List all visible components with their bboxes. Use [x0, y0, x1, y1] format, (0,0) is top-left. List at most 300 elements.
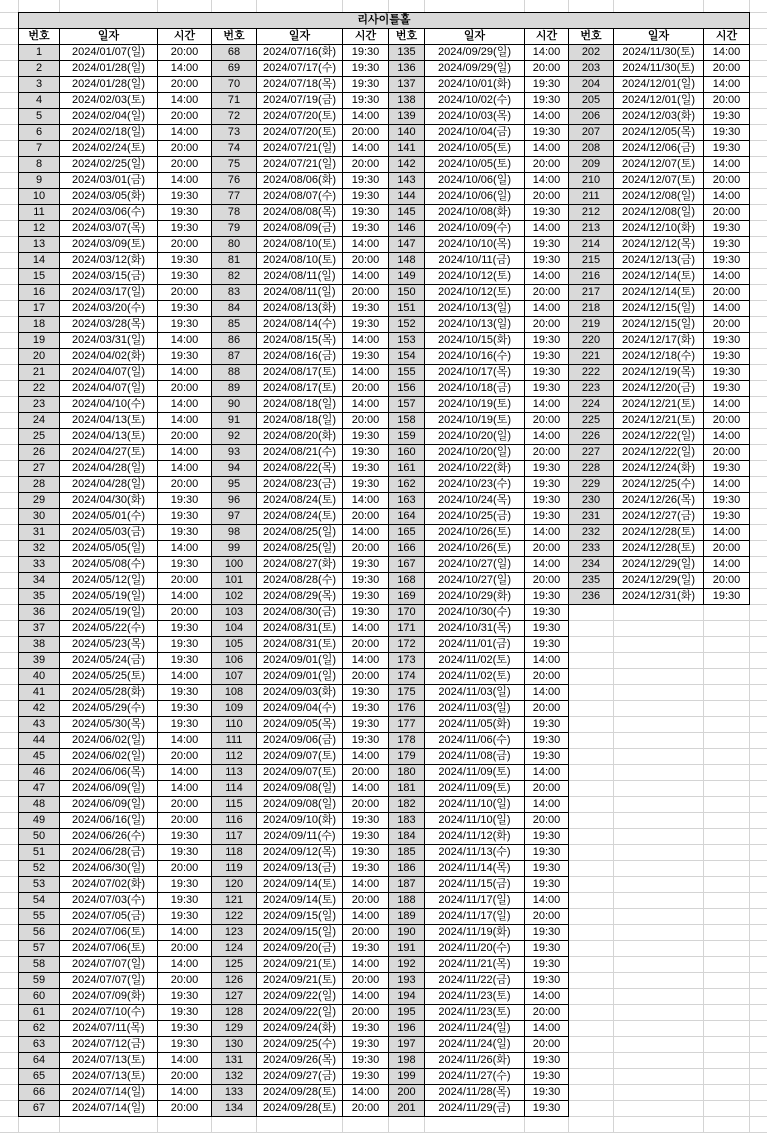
number-cell[interactable]: 230 [569, 493, 614, 509]
time-cell[interactable]: 14:00 [158, 669, 212, 685]
number-cell[interactable]: 43 [19, 717, 60, 733]
number-cell[interactable]: 202 [569, 45, 614, 61]
date-cell[interactable]: 2024/12/12(목) [614, 237, 704, 253]
time-cell[interactable]: 19:30 [158, 317, 212, 333]
empty-cell[interactable] [569, 1085, 614, 1101]
date-cell[interactable]: 2024/10/26(토) [425, 525, 525, 541]
date-cell[interactable]: 2024/05/24(금) [60, 653, 158, 669]
number-cell[interactable]: 130 [212, 1037, 257, 1053]
number-cell[interactable]: 101 [212, 573, 257, 589]
date-cell[interactable]: 2024/09/15(일) [257, 925, 343, 941]
time-cell[interactable]: 19:30 [704, 349, 750, 365]
empty-cell[interactable] [704, 1069, 750, 1085]
number-cell[interactable]: 192 [389, 957, 425, 973]
time-cell[interactable]: 19:30 [158, 269, 212, 285]
empty-cell[interactable] [569, 621, 614, 637]
time-cell[interactable]: 14:00 [343, 269, 389, 285]
date-cell[interactable]: 2024/09/04(수) [257, 701, 343, 717]
date-cell[interactable]: 2024/06/09(일) [60, 797, 158, 813]
empty-cell[interactable] [614, 941, 704, 957]
time-cell[interactable]: 19:30 [343, 205, 389, 221]
empty-cell[interactable] [614, 893, 704, 909]
number-cell[interactable]: 58 [19, 957, 60, 973]
number-cell[interactable]: 108 [212, 685, 257, 701]
date-cell[interactable]: 2024/11/21(목) [425, 957, 525, 973]
number-cell[interactable]: 132 [212, 1069, 257, 1085]
number-cell[interactable]: 116 [212, 813, 257, 829]
empty-cell[interactable] [704, 1101, 750, 1117]
time-cell[interactable]: 19:30 [158, 253, 212, 269]
date-cell[interactable]: 2024/12/22(일) [614, 445, 704, 461]
date-cell[interactable]: 2024/08/27(화) [257, 557, 343, 573]
number-cell[interactable]: 73 [212, 125, 257, 141]
date-cell[interactable]: 2024/08/11(일) [257, 285, 343, 301]
date-cell[interactable]: 2024/10/27(일) [425, 573, 525, 589]
number-cell[interactable]: 146 [389, 221, 425, 237]
number-cell[interactable]: 25 [19, 429, 60, 445]
date-cell[interactable]: 2024/05/28(화) [60, 685, 158, 701]
date-cell[interactable]: 2024/12/26(목) [614, 493, 704, 509]
time-cell[interactable]: 14:00 [158, 125, 212, 141]
time-cell[interactable]: 19:30 [525, 717, 569, 733]
date-cell[interactable]: 2024/08/18(일) [257, 413, 343, 429]
empty-cell[interactable] [704, 941, 750, 957]
date-cell[interactable]: 2024/11/02(토) [425, 669, 525, 685]
time-cell[interactable]: 20:00 [343, 893, 389, 909]
date-cell[interactable]: 2024/06/02(일) [60, 749, 158, 765]
date-cell[interactable]: 2024/11/14(목) [425, 861, 525, 877]
number-cell[interactable]: 34 [19, 573, 60, 589]
empty-cell[interactable] [569, 1021, 614, 1037]
time-cell[interactable]: 19:30 [525, 861, 569, 877]
date-cell[interactable]: 2024/11/15(금) [425, 877, 525, 893]
number-cell[interactable]: 5 [19, 109, 60, 125]
number-cell[interactable]: 151 [389, 301, 425, 317]
time-cell[interactable]: 14:00 [158, 333, 212, 349]
header-number[interactable]: 번호 [389, 29, 425, 45]
time-cell[interactable]: 19:30 [704, 381, 750, 397]
date-cell[interactable]: 2024/11/28(목) [425, 1085, 525, 1101]
time-cell[interactable]: 20:00 [704, 541, 750, 557]
time-cell[interactable]: 19:30 [343, 477, 389, 493]
time-cell[interactable]: 14:00 [525, 109, 569, 125]
date-cell[interactable]: 2024/08/28(수) [257, 573, 343, 589]
date-cell[interactable]: 2024/03/17(일) [60, 285, 158, 301]
number-cell[interactable]: 141 [389, 141, 425, 157]
number-cell[interactable]: 57 [19, 941, 60, 957]
empty-cell[interactable] [704, 861, 750, 877]
date-cell[interactable]: 2024/10/25(금) [425, 509, 525, 525]
time-cell[interactable]: 14:00 [704, 77, 750, 93]
time-cell[interactable]: 19:30 [525, 973, 569, 989]
number-cell[interactable]: 133 [212, 1085, 257, 1101]
number-cell[interactable]: 164 [389, 509, 425, 525]
time-cell[interactable]: 19:30 [525, 237, 569, 253]
number-cell[interactable]: 126 [212, 973, 257, 989]
number-cell[interactable]: 82 [212, 269, 257, 285]
date-cell[interactable]: 2024/09/12(목) [257, 845, 343, 861]
date-cell[interactable]: 2024/07/03(수) [60, 893, 158, 909]
empty-cell[interactable] [614, 925, 704, 941]
time-cell[interactable]: 14:00 [158, 413, 212, 429]
header-time[interactable]: 시간 [158, 29, 212, 45]
time-cell[interactable]: 14:00 [343, 989, 389, 1005]
empty-cell[interactable] [614, 1005, 704, 1021]
number-cell[interactable]: 46 [19, 765, 60, 781]
number-cell[interactable]: 135 [389, 45, 425, 61]
number-cell[interactable]: 20 [19, 349, 60, 365]
time-cell[interactable]: 20:00 [525, 189, 569, 205]
date-cell[interactable]: 2024/10/26(토) [425, 541, 525, 557]
number-cell[interactable]: 74 [212, 141, 257, 157]
time-cell[interactable]: 14:00 [343, 109, 389, 125]
number-cell[interactable]: 29 [19, 493, 60, 509]
number-cell[interactable]: 102 [212, 589, 257, 605]
number-cell[interactable]: 150 [389, 285, 425, 301]
date-cell[interactable]: 2024/06/30(일) [60, 861, 158, 877]
empty-cell[interactable] [704, 781, 750, 797]
date-cell[interactable]: 2024/11/12(화) [425, 829, 525, 845]
empty-cell[interactable] [704, 765, 750, 781]
date-cell[interactable]: 2024/08/24(토) [257, 509, 343, 525]
date-cell[interactable]: 2024/12/01(일) [614, 77, 704, 93]
number-cell[interactable]: 95 [212, 477, 257, 493]
time-cell[interactable]: 14:00 [343, 653, 389, 669]
number-cell[interactable]: 60 [19, 989, 60, 1005]
number-cell[interactable]: 3 [19, 77, 60, 93]
date-cell[interactable]: 2024/09/22(일) [257, 989, 343, 1005]
time-cell[interactable]: 19:30 [158, 557, 212, 573]
number-cell[interactable]: 161 [389, 461, 425, 477]
number-cell[interactable]: 167 [389, 557, 425, 573]
empty-cell[interactable] [569, 1101, 614, 1117]
empty-cell[interactable] [704, 957, 750, 973]
empty-cell[interactable] [569, 989, 614, 1005]
number-cell[interactable]: 131 [212, 1053, 257, 1069]
number-cell[interactable]: 84 [212, 301, 257, 317]
time-cell[interactable]: 19:30 [525, 461, 569, 477]
number-cell[interactable]: 236 [569, 589, 614, 605]
time-cell[interactable]: 20:00 [525, 1037, 569, 1053]
number-cell[interactable]: 115 [212, 797, 257, 813]
number-cell[interactable]: 18 [19, 317, 60, 333]
date-cell[interactable]: 2024/09/01(일) [257, 653, 343, 669]
time-cell[interactable]: 19:30 [525, 253, 569, 269]
time-cell[interactable]: 19:30 [704, 125, 750, 141]
number-cell[interactable]: 190 [389, 925, 425, 941]
date-cell[interactable]: 2024/07/14(일) [60, 1085, 158, 1101]
number-cell[interactable]: 69 [212, 61, 257, 77]
number-cell[interactable]: 97 [212, 509, 257, 525]
number-cell[interactable]: 199 [389, 1069, 425, 1085]
date-cell[interactable]: 2024/02/03(토) [60, 93, 158, 109]
date-cell[interactable]: 2024/11/17(일) [425, 893, 525, 909]
number-cell[interactable]: 117 [212, 829, 257, 845]
date-cell[interactable]: 2024/10/23(수) [425, 477, 525, 493]
time-cell[interactable]: 19:30 [158, 509, 212, 525]
time-cell[interactable]: 19:30 [343, 173, 389, 189]
number-cell[interactable]: 48 [19, 797, 60, 813]
number-cell[interactable]: 210 [569, 173, 614, 189]
number-cell[interactable]: 22 [19, 381, 60, 397]
time-cell[interactable]: 19:30 [343, 861, 389, 877]
time-cell[interactable]: 20:00 [704, 317, 750, 333]
number-cell[interactable]: 172 [389, 637, 425, 653]
date-cell[interactable]: 2024/04/28(일) [60, 477, 158, 493]
time-cell[interactable]: 20:00 [343, 797, 389, 813]
number-cell[interactable]: 127 [212, 989, 257, 1005]
time-cell[interactable]: 20:00 [525, 573, 569, 589]
empty-cell[interactable] [569, 861, 614, 877]
number-cell[interactable]: 90 [212, 397, 257, 413]
number-cell[interactable]: 76 [212, 173, 257, 189]
number-cell[interactable]: 195 [389, 1005, 425, 1021]
number-cell[interactable]: 124 [212, 941, 257, 957]
number-cell[interactable]: 6 [19, 125, 60, 141]
date-cell[interactable]: 2024/12/05(목) [614, 125, 704, 141]
time-cell[interactable]: 14:00 [343, 237, 389, 253]
number-cell[interactable]: 174 [389, 669, 425, 685]
number-cell[interactable]: 67 [19, 1101, 60, 1117]
time-cell[interactable]: 19:30 [525, 941, 569, 957]
number-cell[interactable]: 156 [389, 381, 425, 397]
number-cell[interactable]: 184 [389, 829, 425, 845]
time-cell[interactable]: 20:00 [158, 1101, 212, 1117]
number-cell[interactable]: 233 [569, 541, 614, 557]
time-cell[interactable]: 14:00 [704, 269, 750, 285]
number-cell[interactable]: 62 [19, 1021, 60, 1037]
number-cell[interactable]: 203 [569, 61, 614, 77]
time-cell[interactable]: 14:00 [343, 909, 389, 925]
date-cell[interactable]: 2024/12/21(토) [614, 397, 704, 413]
date-cell[interactable]: 2024/12/24(화) [614, 461, 704, 477]
number-cell[interactable]: 173 [389, 653, 425, 669]
time-cell[interactable]: 14:00 [158, 1085, 212, 1101]
number-cell[interactable]: 225 [569, 413, 614, 429]
time-cell[interactable]: 14:00 [158, 173, 212, 189]
date-cell[interactable]: 2024/07/05(금) [60, 909, 158, 925]
number-cell[interactable]: 189 [389, 909, 425, 925]
time-cell[interactable]: 20:00 [158, 237, 212, 253]
time-cell[interactable]: 20:00 [525, 813, 569, 829]
time-cell[interactable]: 19:30 [343, 605, 389, 621]
number-cell[interactable]: 104 [212, 621, 257, 637]
number-cell[interactable]: 96 [212, 493, 257, 509]
number-cell[interactable]: 56 [19, 925, 60, 941]
time-cell[interactable]: 19:30 [704, 141, 750, 157]
sheet-title[interactable]: 리사이틀홀 [19, 13, 750, 29]
number-cell[interactable]: 159 [389, 429, 425, 445]
time-cell[interactable]: 19:30 [158, 637, 212, 653]
date-cell[interactable]: 2024/07/06(토) [60, 941, 158, 957]
number-cell[interactable]: 196 [389, 1021, 425, 1037]
date-cell[interactable]: 2024/03/20(수) [60, 301, 158, 317]
date-cell[interactable]: 2024/10/13(일) [425, 317, 525, 333]
date-cell[interactable]: 2024/12/08(일) [614, 205, 704, 221]
date-cell[interactable]: 2024/09/01(일) [257, 669, 343, 685]
date-cell[interactable]: 2024/06/16(일) [60, 813, 158, 829]
empty-cell[interactable] [569, 829, 614, 845]
date-cell[interactable]: 2024/12/28(토) [614, 525, 704, 541]
time-cell[interactable]: 14:00 [158, 397, 212, 413]
empty-cell[interactable] [569, 637, 614, 653]
date-cell[interactable]: 2024/01/07(일) [60, 45, 158, 61]
time-cell[interactable]: 14:00 [704, 397, 750, 413]
date-cell[interactable]: 2024/09/14(토) [257, 893, 343, 909]
time-cell[interactable]: 19:30 [343, 1021, 389, 1037]
date-cell[interactable]: 2024/12/21(토) [614, 413, 704, 429]
time-cell[interactable]: 20:00 [525, 909, 569, 925]
empty-cell[interactable] [704, 973, 750, 989]
date-cell[interactable]: 2024/08/11(일) [257, 269, 343, 285]
time-cell[interactable]: 20:00 [343, 1005, 389, 1021]
number-cell[interactable]: 111 [212, 733, 257, 749]
time-cell[interactable]: 19:30 [704, 253, 750, 269]
time-cell[interactable]: 19:30 [525, 381, 569, 397]
number-cell[interactable]: 134 [212, 1101, 257, 1117]
number-cell[interactable]: 99 [212, 541, 257, 557]
number-cell[interactable]: 64 [19, 1053, 60, 1069]
time-cell[interactable]: 20:00 [158, 429, 212, 445]
date-cell[interactable]: 2024/08/29(목) [257, 589, 343, 605]
time-cell[interactable]: 20:00 [704, 445, 750, 461]
empty-cell[interactable] [569, 1053, 614, 1069]
header-time[interactable]: 시간 [525, 29, 569, 45]
empty-cell[interactable] [704, 605, 750, 621]
date-cell[interactable]: 2024/12/14(토) [614, 269, 704, 285]
number-cell[interactable]: 158 [389, 413, 425, 429]
time-cell[interactable]: 19:30 [525, 509, 569, 525]
number-cell[interactable]: 137 [389, 77, 425, 93]
number-cell[interactable]: 71 [212, 93, 257, 109]
number-cell[interactable]: 180 [389, 765, 425, 781]
time-cell[interactable]: 19:30 [525, 845, 569, 861]
empty-cell[interactable] [569, 893, 614, 909]
date-cell[interactable]: 2024/11/29(금) [425, 1101, 525, 1117]
number-cell[interactable]: 41 [19, 685, 60, 701]
number-cell[interactable]: 206 [569, 109, 614, 125]
date-cell[interactable]: 2024/08/07(수) [257, 189, 343, 205]
time-cell[interactable]: 20:00 [704, 61, 750, 77]
time-cell[interactable]: 20:00 [158, 797, 212, 813]
date-cell[interactable]: 2024/09/08(일) [257, 797, 343, 813]
time-cell[interactable]: 19:30 [158, 909, 212, 925]
number-cell[interactable]: 149 [389, 269, 425, 285]
empty-cell[interactable] [614, 717, 704, 733]
number-cell[interactable]: 109 [212, 701, 257, 717]
number-cell[interactable]: 94 [212, 461, 257, 477]
date-cell[interactable]: 2024/10/19(토) [425, 413, 525, 429]
date-cell[interactable]: 2024/12/03(화) [614, 109, 704, 125]
time-cell[interactable]: 20:00 [343, 413, 389, 429]
date-cell[interactable]: 2024/11/26(화) [425, 1053, 525, 1069]
number-cell[interactable]: 227 [569, 445, 614, 461]
number-cell[interactable]: 185 [389, 845, 425, 861]
date-cell[interactable]: 2024/08/10(토) [257, 253, 343, 269]
number-cell[interactable]: 215 [569, 253, 614, 269]
time-cell[interactable]: 20:00 [704, 173, 750, 189]
date-cell[interactable]: 2024/07/09(화) [60, 989, 158, 1005]
number-cell[interactable]: 213 [569, 221, 614, 237]
date-cell[interactable]: 2024/11/23(토) [425, 1005, 525, 1021]
time-cell[interactable]: 20:00 [704, 573, 750, 589]
time-cell[interactable]: 20:00 [343, 125, 389, 141]
number-cell[interactable]: 77 [212, 189, 257, 205]
date-cell[interactable]: 2024/10/15(화) [425, 333, 525, 349]
number-cell[interactable]: 55 [19, 909, 60, 925]
date-cell[interactable]: 2024/07/20(토) [257, 125, 343, 141]
date-cell[interactable]: 2024/10/17(목) [425, 365, 525, 381]
number-cell[interactable]: 75 [212, 157, 257, 173]
date-cell[interactable]: 2024/12/29(일) [614, 573, 704, 589]
date-cell[interactable]: 2024/09/22(일) [257, 1005, 343, 1021]
time-cell[interactable]: 19:30 [525, 637, 569, 653]
number-cell[interactable]: 143 [389, 173, 425, 189]
number-cell[interactable]: 38 [19, 637, 60, 653]
time-cell[interactable]: 19:30 [343, 717, 389, 733]
number-cell[interactable]: 44 [19, 733, 60, 749]
number-cell[interactable]: 8 [19, 157, 60, 173]
number-cell[interactable]: 231 [569, 509, 614, 525]
date-cell[interactable]: 2024/08/24(토) [257, 493, 343, 509]
date-cell[interactable]: 2024/04/30(화) [60, 493, 158, 509]
header-number[interactable]: 번호 [569, 29, 614, 45]
time-cell[interactable]: 19:30 [525, 733, 569, 749]
number-cell[interactable]: 21 [19, 365, 60, 381]
date-cell[interactable]: 2024/10/16(수) [425, 349, 525, 365]
number-cell[interactable]: 201 [389, 1101, 425, 1117]
number-cell[interactable]: 4 [19, 93, 60, 109]
number-cell[interactable]: 86 [212, 333, 257, 349]
date-cell[interactable]: 2024/04/07(일) [60, 381, 158, 397]
date-cell[interactable]: 2024/08/17(토) [257, 381, 343, 397]
empty-cell[interactable] [704, 637, 750, 653]
time-cell[interactable]: 19:30 [343, 589, 389, 605]
date-cell[interactable]: 2024/11/08(금) [425, 749, 525, 765]
time-cell[interactable]: 14:00 [525, 429, 569, 445]
number-cell[interactable]: 125 [212, 957, 257, 973]
number-cell[interactable]: 148 [389, 253, 425, 269]
date-cell[interactable]: 2024/09/24(화) [257, 1021, 343, 1037]
time-cell[interactable]: 19:30 [704, 221, 750, 237]
time-cell[interactable]: 19:30 [343, 733, 389, 749]
time-cell[interactable]: 19:30 [343, 429, 389, 445]
number-cell[interactable]: 80 [212, 237, 257, 253]
date-cell[interactable]: 2024/11/27(수) [425, 1069, 525, 1085]
number-cell[interactable]: 42 [19, 701, 60, 717]
time-cell[interactable]: 19:30 [343, 701, 389, 717]
date-cell[interactable]: 2024/05/08(수) [60, 557, 158, 573]
time-cell[interactable]: 20:00 [525, 445, 569, 461]
number-cell[interactable]: 157 [389, 397, 425, 413]
time-cell[interactable]: 19:30 [343, 317, 389, 333]
date-cell[interactable]: 2024/12/08(일) [614, 189, 704, 205]
number-cell[interactable]: 98 [212, 525, 257, 541]
number-cell[interactable]: 47 [19, 781, 60, 797]
time-cell[interactable]: 20:00 [158, 477, 212, 493]
time-cell[interactable]: 20:00 [158, 285, 212, 301]
number-cell[interactable]: 36 [19, 605, 60, 621]
time-cell[interactable]: 20:00 [158, 77, 212, 93]
time-cell[interactable]: 19:30 [343, 557, 389, 573]
date-cell[interactable]: 2024/09/27(금) [257, 1069, 343, 1085]
time-cell[interactable]: 14:00 [525, 173, 569, 189]
date-cell[interactable]: 2024/09/21(토) [257, 973, 343, 989]
time-cell[interactable]: 20:00 [704, 93, 750, 109]
time-cell[interactable]: 19:30 [525, 493, 569, 509]
time-cell[interactable]: 19:30 [158, 349, 212, 365]
time-cell[interactable]: 19:30 [525, 1101, 569, 1117]
